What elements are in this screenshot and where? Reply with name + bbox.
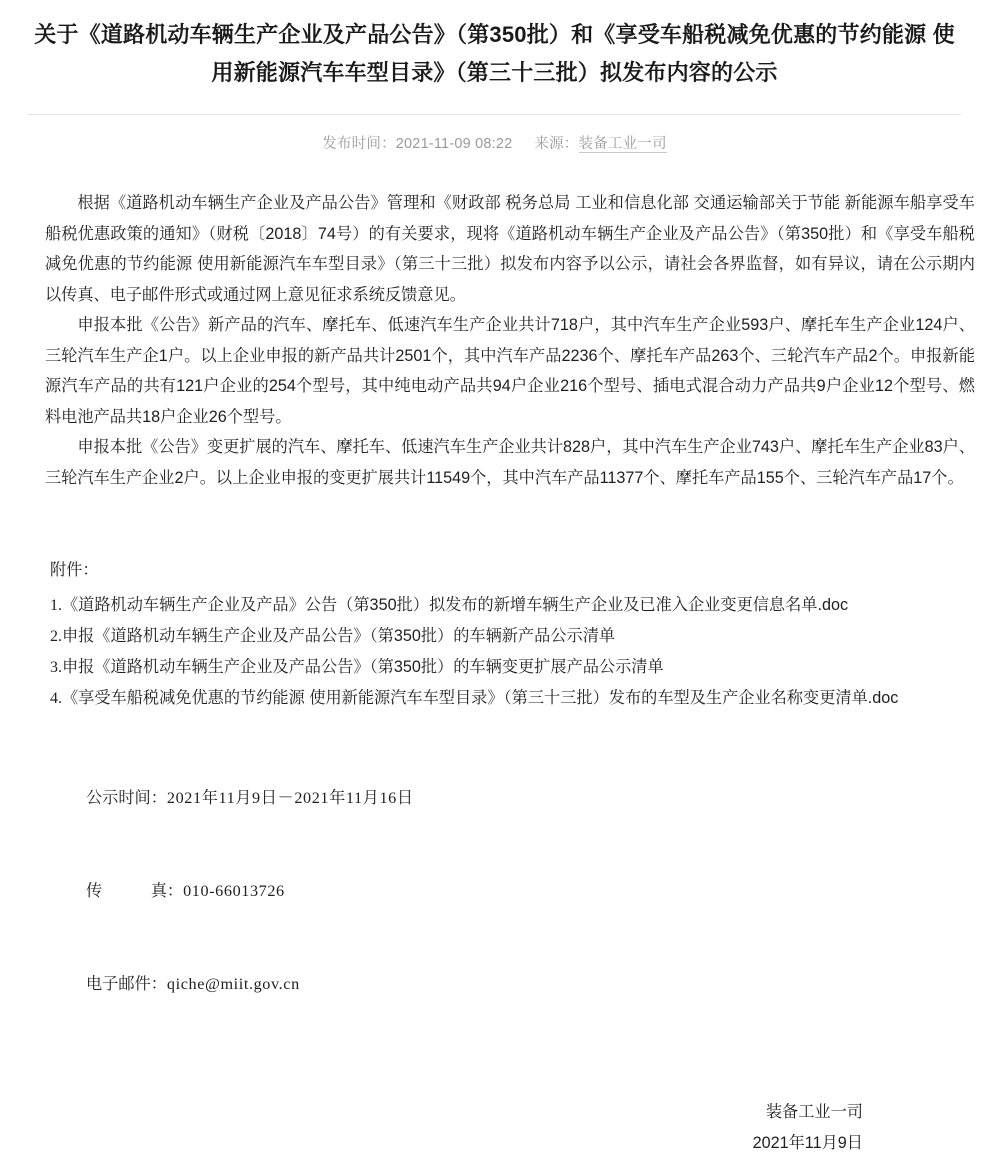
- fax-label: 传 真：: [85, 881, 184, 900]
- fax-line: [50, 845, 975, 938]
- attachment-label: 申报《道路机动车辆生产企业及产品公告》（第350批）的车辆新产品公示清单: [62, 626, 616, 645]
- notice-period-value: 2021年11月9日－2021年11月16日: [166, 788, 414, 807]
- attachment-number: 3.: [50, 658, 62, 676]
- source-value: 装备工业一司: [578, 136, 667, 152]
- attachments-heading: 附件：: [50, 561, 99, 579]
- signature-date: 2021年11月9日: [752, 1133, 863, 1152]
- attachment-item[interactable]: [50, 621, 975, 652]
- publish-time-label: 发布时间：: [322, 136, 396, 152]
- attachment-item[interactable]: [50, 590, 975, 621]
- email-line: [50, 938, 975, 1031]
- fax-value: 010-66013726: [183, 881, 285, 900]
- document-meta: [0, 115, 989, 154]
- body-paragraph-3: 申报本批《公告》变更扩展的汽车、摩托车、低速汽车生产企业共计828户，其中汽车生产企业743户、摩托车生产企业83户、三轮汽车生产企业2户。以上企业申报的变更扩展共计11549个，其中汽车产品11377个、摩托车产品155个、三轮汽车产品17个。: [45, 438, 975, 487]
- source-label: 来源：: [534, 136, 579, 152]
- attachment-item[interactable]: [50, 652, 975, 683]
- attachment-label: 《享受车船税减免优惠的节约能源 使用新能源汽车车型目录》（第三十三批）发布的车型及生产企业名称变更清单.doc: [62, 688, 899, 707]
- document-body: [0, 154, 989, 1159]
- notice-period-label: 公示时间：: [85, 788, 167, 807]
- notice-period-line: [50, 752, 975, 845]
- signature-organization: 装备工业一司: [765, 1102, 863, 1121]
- body-paragraph-1: 根据《道路机动车辆生产企业及产品公告》管理和《财政部 税务总局 工业和信息化部 交通运输部关于节能 新能源车船享受车船税优惠政策的通知》（财税〔2018〕74号）的有关要求，现将《道路机动车辆生产企业及产品公告》（第350批）和《享受车船税减免优惠的节约能源 使用新能源汽车车型目录》（第三十三批）拟发布内容予以公示，请社会各界监督，如有异议，请在公示期内以传真、电子邮件形式或通过网上意见征求系统反馈意见。: [45, 194, 975, 304]
- signature-block: [45, 1097, 975, 1159]
- body-paragraph-2: 申报本批《公告》新产品的汽车、摩托车、低速汽车生产企业共计718户，其中汽车生产企业593户、摩托车生产企业124户、三轮汽车生产企1户。以上企业申报的新产品共计2501个，其中汽车产品2236个、摩托车产品263个、三轮汽车产品2个。申报新能源汽车产品的共有121户企业的254个型号，其中纯电动产品共94户企业216个型号、插电式混合动力产品共9户企业12个型号、燃料电池产品共18户企业26个型号。: [45, 316, 975, 426]
- attachment-label: 《道路机动车辆生产企业及产品》公告（第350批）拟发布的新增车辆生产企业及已准入企业变更信息名单.doc: [62, 595, 849, 614]
- attachments-list: [45, 590, 975, 714]
- attachment-number: 2.: [50, 627, 62, 645]
- attachment-label: 申报《道路机动车辆生产企业及产品公告》（第350批）的车辆变更扩展产品公示清单: [62, 657, 664, 676]
- attachment-item[interactable]: [50, 683, 975, 714]
- email-label: 电子邮件：: [85, 974, 167, 993]
- publish-time-value: 2021-11-09 08:22: [395, 136, 513, 152]
- attachment-number: 4.: [50, 689, 62, 707]
- contact-section: [45, 752, 975, 1031]
- attachment-number: 1.: [50, 596, 62, 614]
- attachments-section: [45, 555, 975, 714]
- page-title: 关于《道路机动车辆生产企业及产品公告》（第350批）和《享受车船税减免优惠的节约能源 使用新能源汽车车型目录》（第三十三批）拟发布内容的公示: [34, 22, 955, 85]
- email-value[interactable]: qiche@miit.gov.cn: [166, 974, 300, 993]
